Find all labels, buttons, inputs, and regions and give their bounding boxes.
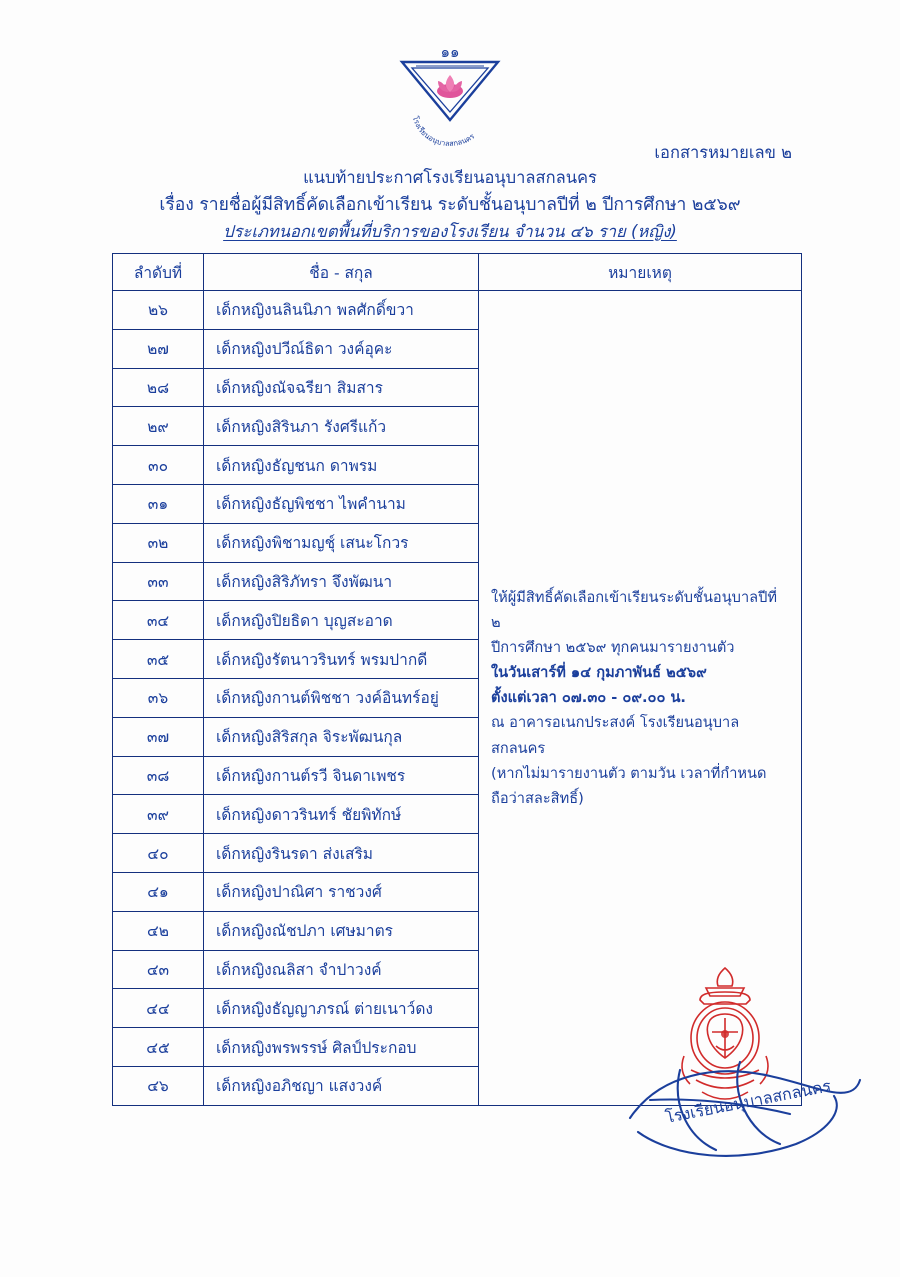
row-name: เด็กหญิงกานต์พิชชา วงค์อินทร์อยู่: [204, 678, 479, 717]
title-line-3: ประเภทนอกเขตพื้นที่บริการของโรงเรียน จำนวน ๔๖ ราย (หญิง): [223, 221, 677, 241]
row-name: เด็กหญิงณัชปภา เศษมาตร: [204, 911, 479, 950]
row-no: ๓๐: [113, 446, 204, 485]
row-no: ๔๐: [113, 834, 204, 873]
row-name: เด็กหญิงปวีณ์ธิดา วงค์อุคะ: [204, 329, 479, 368]
note-line-3: ในวันเสาร์ที่ ๑๔ กุมภาพันธ์ ๒๕๖๙: [491, 664, 707, 682]
row-no: ๒๙: [113, 407, 204, 446]
row-no: ๒๘: [113, 368, 204, 407]
row-no: ๓๙: [113, 795, 204, 834]
note-line-4: ตั้งแต่เวลา ๐๗.๓๐ - ๐๙.๐๐ น.: [491, 689, 686, 707]
row-name: เด็กหญิงพรพรรษ์ ศิลป์ประกอบ: [204, 1028, 479, 1067]
row-name: เด็กหญิงกานต์รวี จินดาเพชร: [204, 756, 479, 795]
row-no: ๓๓: [113, 562, 204, 601]
row-name: เด็กหญิงสิริสกุล จิระพัฒนกุล: [204, 717, 479, 756]
column-header-note: หมายเหตุ: [479, 254, 802, 291]
row-no: ๓๑: [113, 484, 204, 523]
signature-school-name: โรงเรียนอนุบาลสกลนคร: [663, 1076, 833, 1127]
title-line-2: เรื่อง รายชื่อผู้มีสิทธิ์คัดเลือกเข้าเรียน ระดับชั้นอนุบาลปีที่ ๒ ปีการศึกษา ๒๕๖๙: [159, 194, 741, 215]
table-row: [113, 291, 802, 330]
school-logo: [0, 42, 900, 156]
row-no: ๔๔: [113, 989, 204, 1028]
row-no: ๓๕: [113, 640, 204, 679]
row-name: เด็กหญิงนลินนิภา พลศักดิ์ขวา: [204, 291, 479, 330]
row-name: เด็กหญิงธัญพิชชา ไพคำนาม: [204, 484, 479, 523]
note-line-2: ปีการศึกษา ๒๕๖๙ ทุกคนมารายงานตัว: [491, 639, 735, 657]
row-no: ๒๖: [113, 291, 204, 330]
title-block: [0, 165, 900, 245]
row-no: ๒๗: [113, 329, 204, 368]
row-no: ๓๔: [113, 601, 204, 640]
row-name: เด็กหญิงพิชามญชุ์ เสนะโกวร: [204, 523, 479, 562]
column-header-name: ชื่อ - สกุล: [204, 254, 479, 291]
row-name: เด็กหญิงรินรดา ส่งเสริม: [204, 834, 479, 873]
row-name: เด็กหญิงสิรินภา รังศรีแก้ว: [204, 407, 479, 446]
row-no: ๔๓: [113, 950, 204, 989]
row-name: เด็กหญิงปิยธิดา บุญสะอาด: [204, 601, 479, 640]
row-no: ๓๗: [113, 717, 204, 756]
table-header-row: [113, 254, 802, 291]
row-no: ๔๖: [113, 1066, 204, 1105]
note-line-5: ณ อาคารอเนกประสงค์ โรงเรียนอนุบาลสกลนคร: [491, 714, 740, 757]
logo-ring-text: [402, 66, 498, 148]
row-name: เด็กหญิงดาวรินทร์ ชัยพิทักษ์: [204, 795, 479, 834]
row-no: ๓๖: [113, 678, 204, 717]
row-name: เด็กหญิงรัตนาวรินทร์ พรมปากดี: [204, 640, 479, 679]
row-name: เด็กหญิงปาณิศา ราชวงศ์: [204, 872, 479, 911]
row-no: ๔๒: [113, 911, 204, 950]
row-name: เด็กหญิงธัญชนก ดาพรม: [204, 446, 479, 485]
row-no: ๔๑: [113, 872, 204, 911]
row-no: ๓๒: [113, 523, 204, 562]
column-header-no: ลำดับที่: [113, 254, 204, 291]
row-name: เด็กหญิงสิริภัทรา จึงพัฒนา: [204, 562, 479, 601]
row-no: ๓๘: [113, 756, 204, 795]
row-name: เด็กหญิงธัญญาภรณ์ ต่ายเนาว์ดง: [204, 989, 479, 1028]
row-no: ๔๕: [113, 1028, 204, 1067]
note-line-1: ให้ผู้มีสิทธิ์คัดเลือกเข้าเรียนระดับชั้นอนุบาลปีที่ ๒: [491, 588, 777, 632]
svg-text:โรงเรียนอนุบาลสกลนคร: โรงเรียนอนุบาลสกลนคร: [410, 115, 477, 148]
title-line-1: แนบท้ายประกาศโรงเรียนอนุบาลสกลนคร: [303, 168, 597, 187]
note-line-7: ถือว่าสละสิทธิ์): [491, 789, 584, 807]
note-line-6: (หากไม่มารายงานตัว ตามวัน เวลาที่กำหนด: [491, 764, 767, 782]
logo-number: ๑๑: [440, 43, 460, 61]
row-name: เด็กหญิงณลิสา จำปาวงค์: [204, 950, 479, 989]
row-name: เด็กหญิงณัจฉรียา สิมสาร: [204, 368, 479, 407]
document-number: เอกสารหมายเลข ๒: [654, 143, 792, 162]
row-name: เด็กหญิงอภิชญา แสงวงค์: [204, 1066, 479, 1105]
